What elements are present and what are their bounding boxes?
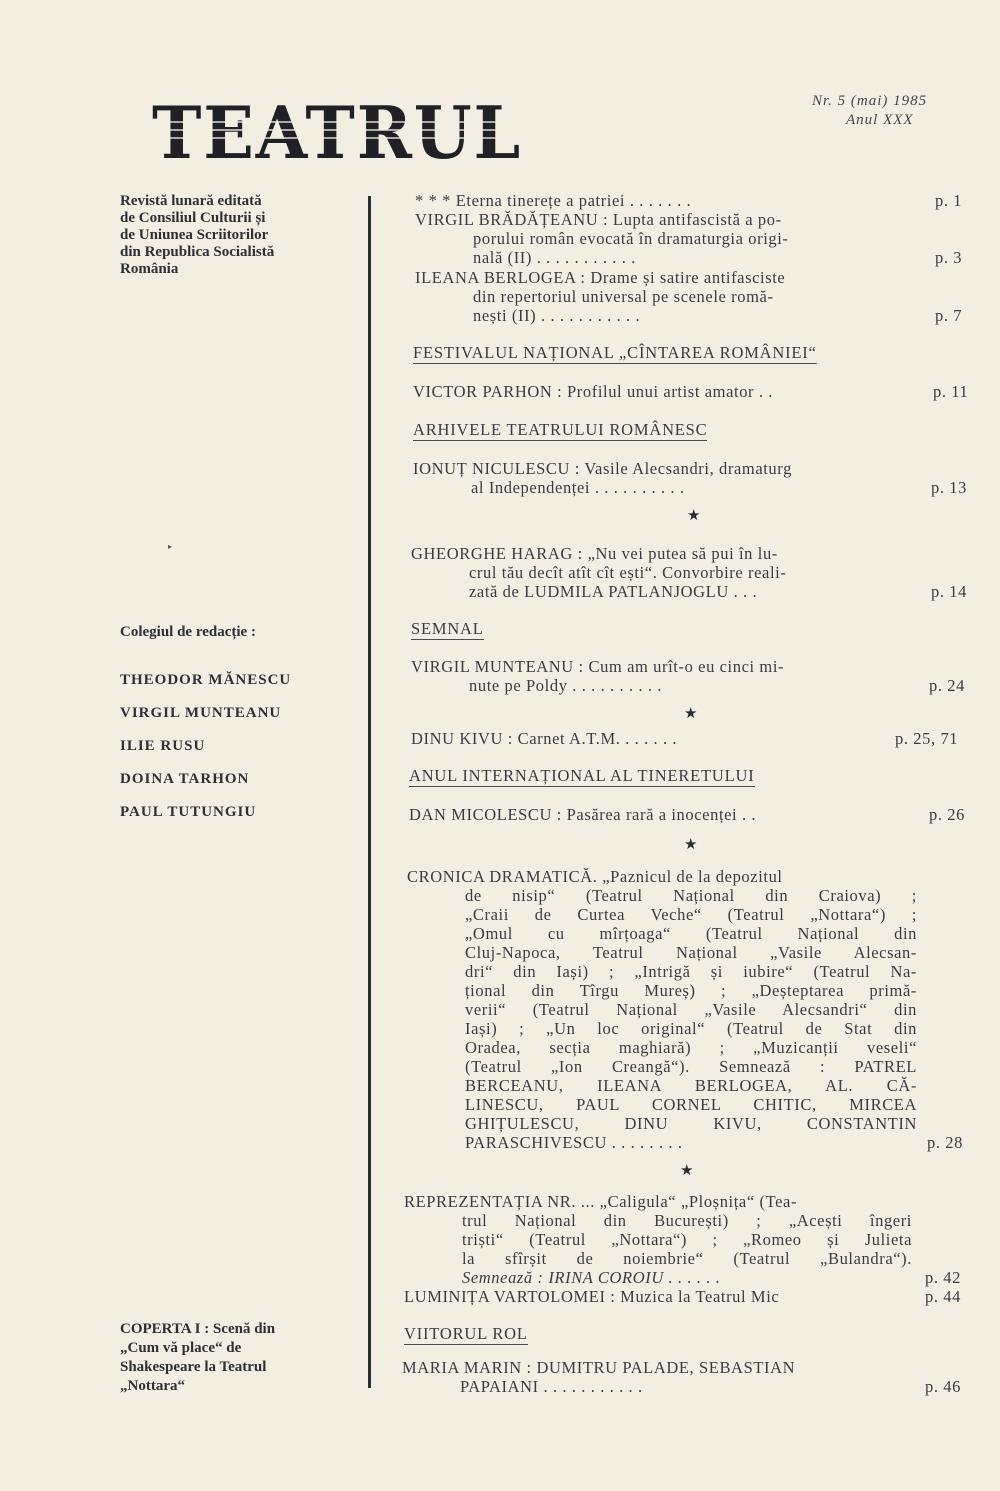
section-heading: FESTIVALUL NAȚIONAL „CÎNTAREA ROMÂNIEI“ [413, 343, 817, 362]
toc-line: Iași) ; „Un loc original“ (Teatrul de Stat din [465, 1019, 917, 1038]
toc-line: nești (II) . . . . . . . . . . . [473, 306, 641, 325]
toc-line: nală (II) . . . . . . . . . . . [473, 248, 636, 267]
toc-line: zată de LUDMILA PATLANJOGLU . . . [469, 582, 758, 601]
toc-page: p. 13 [931, 478, 967, 497]
toc-line: DINU KIVU : Carnet A.T.M. . . . . . . [411, 729, 678, 748]
toc-entry [402, 1358, 795, 1396]
toc-line: ILEANA BERLOGEA : Drame și satire antifasciste [415, 268, 786, 287]
star-separator: ★ [684, 837, 699, 853]
toc-line: PAPAIANI . . . . . . . . . . . [460, 1377, 643, 1396]
toc-entry [415, 191, 691, 210]
toc-entry [407, 867, 917, 1152]
toc-line: triști“ (Teatrul „Nottara“) ; „Romeo și Julieta [462, 1230, 912, 1249]
publisher-line: Revistă lunară editată [120, 193, 262, 209]
toc-line: * * * Eterna tinerețe a patriei . . . . . . . [415, 191, 692, 210]
toc-line: BERCEANU, ILEANA BERLOGEA, AL. CĂ- [465, 1076, 917, 1095]
issue-year: Anul XXX [846, 112, 914, 128]
publisher-line: din Republica Socialistă [120, 244, 275, 260]
cover-line: Shakespeare la Teatrul [120, 1359, 267, 1375]
toc-line: VICTOR PARHON : Profilul unui artist amator . . [413, 382, 774, 401]
toc-page: p. 44 [925, 1287, 961, 1306]
toc-page: p. 28 [927, 1133, 963, 1152]
toc-entry [411, 657, 784, 695]
toc-line: de nisip“ (Teatrul Național din Craiova) ; [465, 886, 917, 905]
toc-entry [415, 268, 785, 325]
cover-line: „Nottara“ [120, 1378, 185, 1394]
editor-name: THEODOR MĂNESCU [120, 672, 292, 688]
publisher-line: de Uniunea Scriitorilor [120, 227, 269, 243]
toc-line: REPREZENTAȚIA NR. ... „Caligula“ „Ploșnița“ (Tea- [404, 1192, 798, 1211]
toc-line: MARIA MARIN : DUMITRU PALADE, SEBASTIAN [402, 1358, 796, 1377]
editor-name: PAUL TUTUNGIU [120, 804, 257, 820]
editor-name: ILIE RUSU [120, 738, 206, 754]
toc-line: Semnează : IRINA COROIU . . . . . . [462, 1268, 721, 1287]
toc-entry [413, 459, 792, 497]
toc-page: p. 7 [935, 306, 963, 325]
star-separator: ★ [687, 508, 702, 524]
toc-page: p. 26 [929, 805, 965, 824]
toc-line: al Independenței . . . . . . . . . . [471, 478, 685, 497]
toc-line: VIRGIL MUNTEANU : Cum am urît-o eu cinci mi- [411, 657, 785, 676]
toc-entry [411, 544, 786, 601]
toc-line: la sfîrșit de noiembrie“ (Teatrul „Bulandra“). [462, 1249, 912, 1268]
star-separator: ★ [680, 1163, 695, 1179]
bullet-mark: ▸ [168, 542, 173, 551]
toc-line: Cluj-Napoca, Teatrul Național „Vasile Alecsan- [465, 943, 917, 962]
editorial-board-label: Colegiul de redacție : [120, 624, 256, 640]
section-heading: ANUL INTERNAȚIONAL AL TINERETULUI [409, 766, 755, 785]
toc-line: GHEORGHE HARAG : „Nu vei putea să pui în lu- [411, 544, 778, 563]
toc-page: p. 42 [925, 1268, 961, 1287]
toc-page: p. 14 [931, 582, 967, 601]
toc-line: LUMINIȚA VARTOLOMEI : Muzica la Teatrul Mic [404, 1287, 780, 1306]
logo-lettering: TEATRUL [152, 92, 522, 170]
toc-line: IONUȚ NICULESCU : Vasile Alecsandri, dramaturg [413, 459, 792, 478]
toc-entry [409, 805, 756, 824]
toc-entry [415, 210, 789, 267]
toc-line: țional din Tîrgu Mureș) ; „Deșteptarea primă- [465, 981, 917, 1000]
issue-number: Nr. 5 (mai) 1985 [812, 93, 928, 109]
toc-line: Oradea, secția maghiară) ; „Muzicanții veseli“ [465, 1038, 917, 1057]
section-heading: VIITORUL ROL [404, 1324, 528, 1343]
section-heading: SEMNAL [411, 619, 484, 638]
toc-line: PARASCHIVESCU . . . . . . . . [465, 1133, 683, 1152]
toc-line: DAN MICOLESCU : Pasărea rară a inocenței . . [409, 805, 757, 824]
toc-line: porului român evocată în dramaturgia origi- [473, 229, 789, 248]
toc-page: p. 1 [935, 191, 963, 210]
toc-line: verii“ (Teatrul Național „Vasile Alecsandri“ din [465, 1000, 917, 1019]
toc-line: „Craii de Curtea Veche“ (Teatrul „Nottara“) ; [465, 905, 917, 924]
toc-entry [413, 382, 773, 401]
toc-page: p. 11 [933, 382, 969, 401]
cover-line: COPERTA I : Scenă din [120, 1321, 276, 1337]
toc-line: CRONICA DRAMATICĂ. „Paznicul de la depozitul [407, 867, 783, 886]
toc-line: dri“ din Iași) ; „Intrigă și iubire“ (Teatrul Na- [465, 962, 917, 981]
editor-name: VIRGIL MUNTEANU [120, 705, 282, 721]
star-separator: ★ [684, 706, 699, 722]
cover-line: „Cum vă place“ de [120, 1340, 242, 1356]
toc-page: p. 46 [925, 1377, 961, 1396]
toc-line: LINESCU, PAUL CORNEL CHITIC, MIRCEA [465, 1095, 917, 1114]
toc-line: GHIȚULESCU, DINU KIVU, CONSTANTIN [465, 1114, 917, 1133]
toc-line: nute pe Poldy . . . . . . . . . . [469, 676, 663, 695]
toc-line: (Teatrul „Ion Creangă“). Semnează : PATREL [465, 1057, 917, 1076]
section-heading: ARHIVELE TEATRULUI ROMÂNESC [413, 420, 708, 439]
toc-entry [404, 1192, 912, 1287]
toc-line: „Omul cu mîrțoaga“ (Teatrul Național din [465, 924, 917, 943]
toc-line: trul Național din București) ; „Acești îngeri [462, 1211, 912, 1230]
toc-line: VIRGIL BRĂDĂȚEANU : Lupta antifascistă a po- [415, 210, 782, 229]
toc-entry [404, 1287, 779, 1306]
toc-line: crul tău decît atît cît ești“. Convorbire reali- [469, 563, 787, 582]
editor-name: DOINA TARHON [120, 771, 250, 787]
toc-line: din repertoriul universal pe scenele romă- [473, 287, 774, 306]
toc-page: p. 25, 71 [895, 729, 959, 748]
toc-page: p. 3 [935, 248, 963, 267]
publisher-line: de Consiliul Culturii și [120, 210, 266, 226]
publisher-line: România [120, 261, 179, 277]
toc-entry [411, 729, 677, 748]
toc-page: p. 24 [929, 676, 965, 695]
